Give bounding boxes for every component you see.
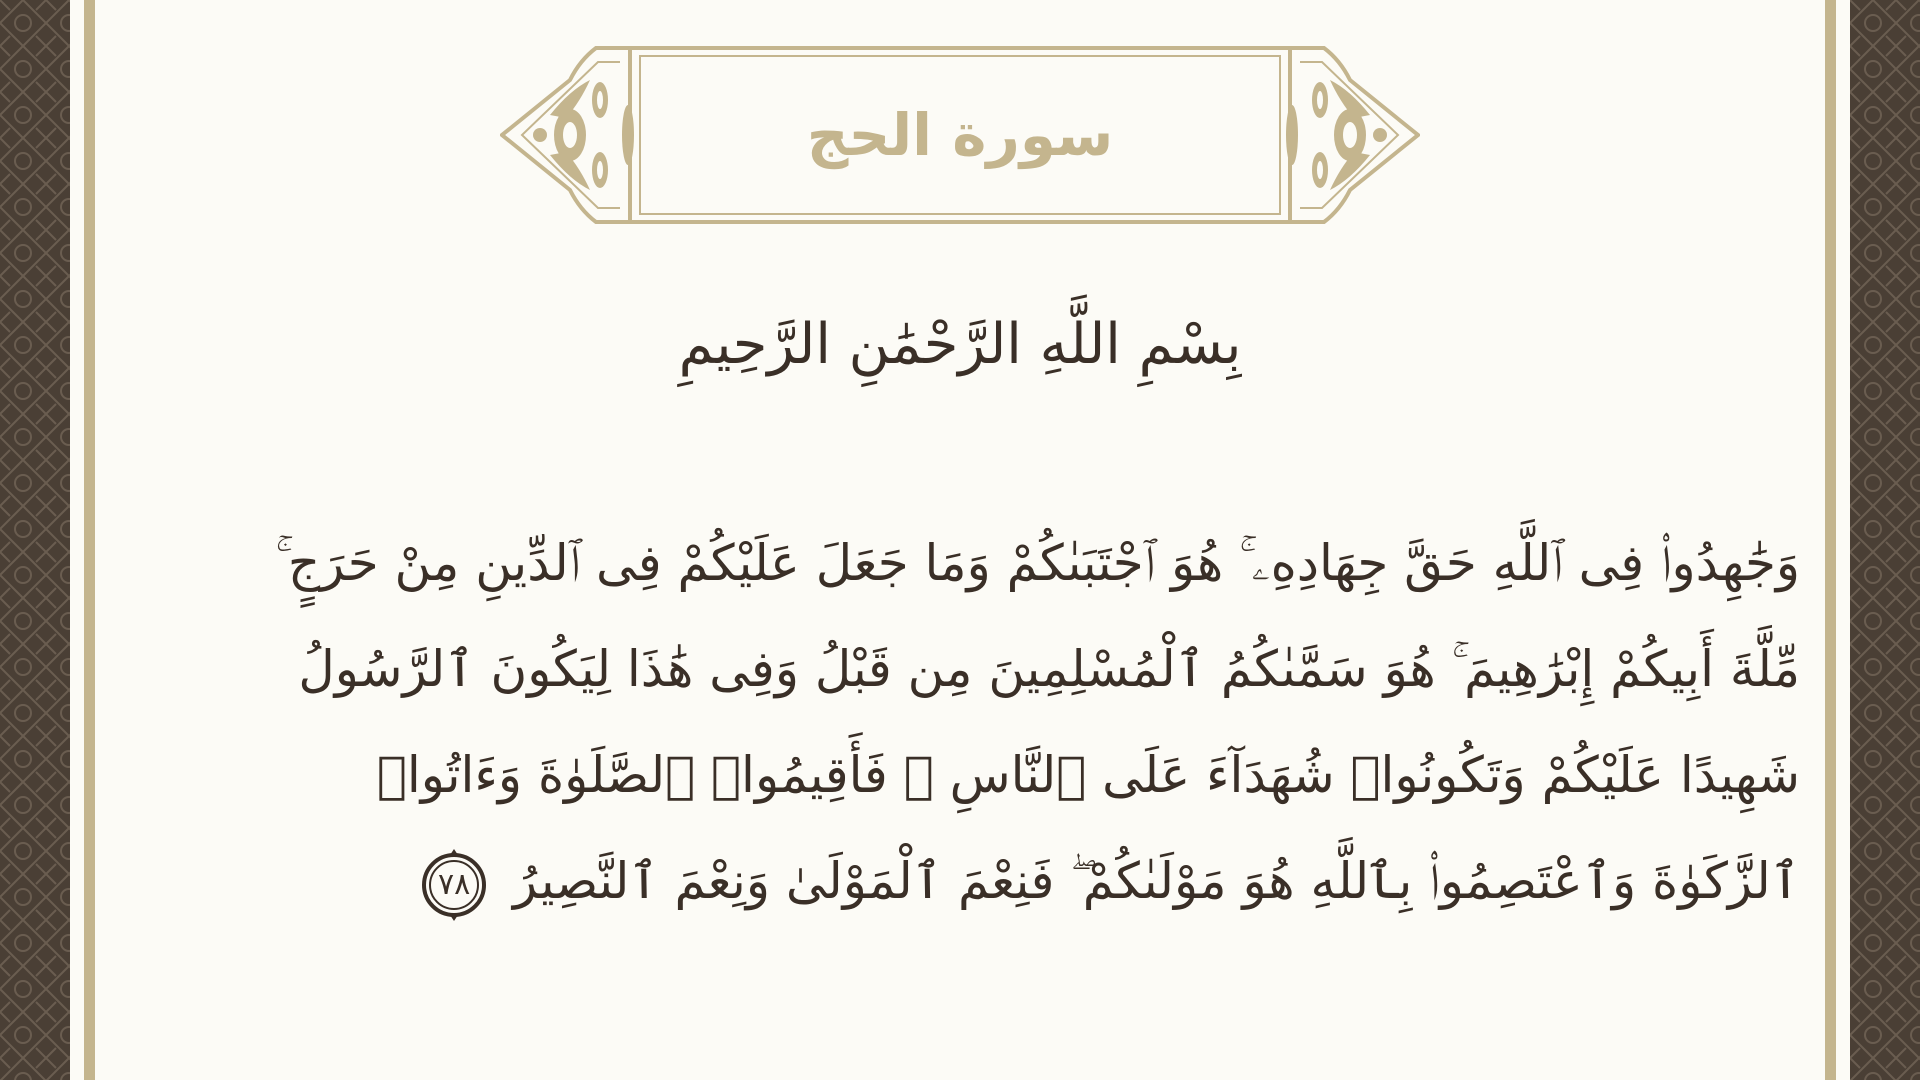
right-pattern-border [1850, 0, 1920, 1080]
surah-title-frame [500, 40, 1420, 230]
verse-line-last [130, 828, 1800, 934]
verse-line: وَجَٰهِدُوا۟ فِى ٱللَّهِ حَقَّ جِهَادِهِۦ ۚ هُوَ ٱجْتَبَىٰكُمْ وَمَا جَعَلَ عَلَيْكُمْ فِى ٱلدِّينِ مِنْ حَرَجٍ ۚ [275, 534, 1800, 592]
basmala: بِسْمِ اللَّهِ الرَّحْمَٰنِ الرَّحِيمِ [678, 312, 1242, 377]
right-gold-rule [1825, 0, 1836, 1080]
ayah-number: ٧٨ [437, 866, 471, 902]
ornate-circle-icon [417, 848, 491, 922]
surah-title: سورة الحج [806, 101, 1114, 169]
verse-text [130, 510, 1800, 934]
left-pattern-border [0, 0, 70, 1080]
verse-line: شَهِيدًا عَلَيْكُمْ وَتَكُونُوا۟ شُهَدَآءَ عَلَى ٱلنَّاسِ ۚ فَأَقِيمُوا۟ ٱلصَّلَوٰةَ وَءَاتُوا۟ [376, 746, 1800, 804]
verse-line: مِّلَّةَ أَبِيكُمْ إِبْرَٰهِيمَ ۚ هُوَ سَمَّىٰكُمُ ٱلْمُسْلِمِينَ مِن قَبْلُ وَفِى هَٰذَا لِيَكُونَ ٱلرَّسُولُ [298, 640, 1800, 698]
right-geometric-pattern [1850, 0, 1920, 1080]
left-gold-rule [84, 0, 95, 1080]
verse-line-text: ٱلزَّكَوٰةَ وَٱعْتَصِمُوا۟ بِٱللَّهِ هُوَ مَوْلَىٰكُمْ ۖ فَنِعْمَ ٱلْمَوْلَىٰ وَنِعْمَ ٱلنَّصِيرُ [512, 852, 1800, 910]
left-geometric-pattern [0, 0, 70, 1080]
